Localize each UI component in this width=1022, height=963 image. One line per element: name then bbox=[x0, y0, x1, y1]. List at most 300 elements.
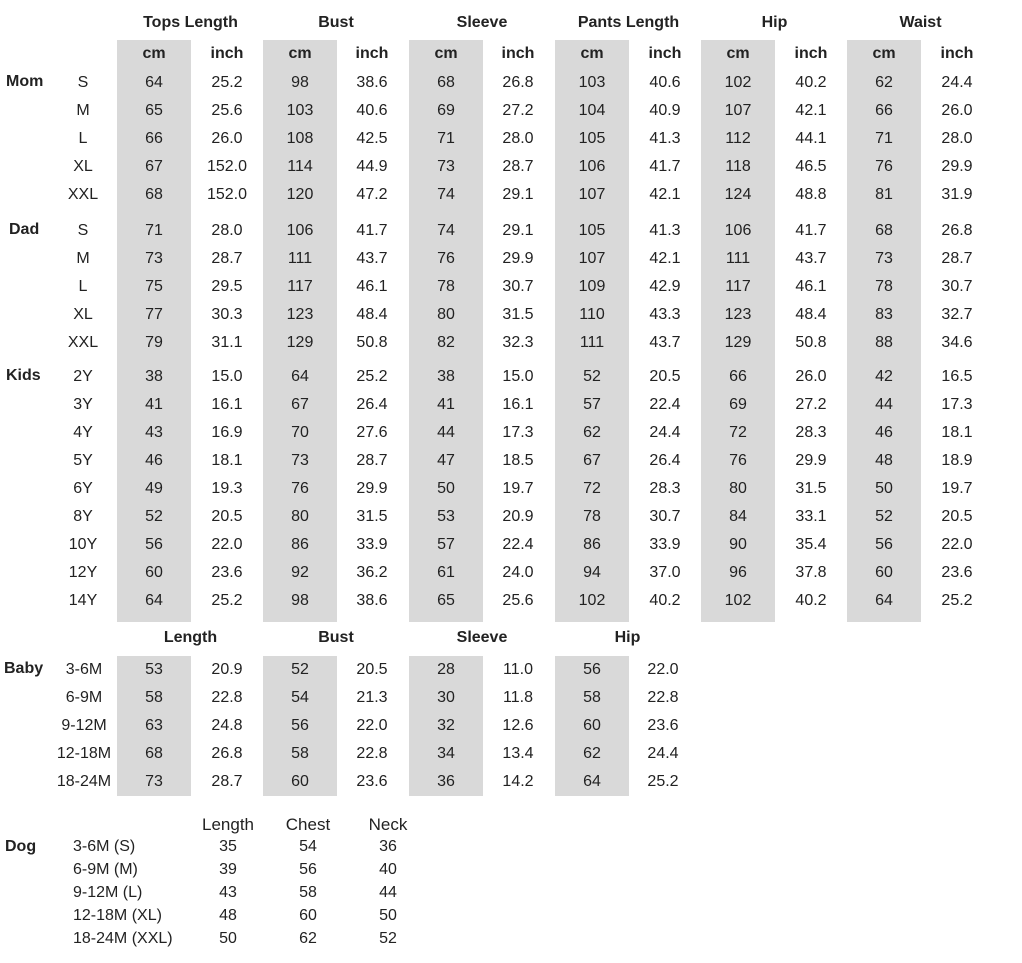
table-cell: 19.3 bbox=[211, 480, 243, 497]
table-cell: 43.3 bbox=[649, 306, 681, 323]
table-cell: 40.9 bbox=[649, 102, 681, 119]
table-cell: 41.3 bbox=[649, 222, 681, 239]
table-cell: 26.8 bbox=[502, 74, 534, 91]
unit-label-inch: inch bbox=[210, 45, 244, 62]
size-label: XXL bbox=[67, 186, 99, 203]
table-cell: 78 bbox=[583, 508, 601, 525]
table-cell: 18.1 bbox=[211, 452, 243, 469]
table-cell: 24.4 bbox=[649, 424, 681, 441]
table-cell: 64 bbox=[145, 74, 163, 91]
table-cell: 42.5 bbox=[356, 130, 388, 147]
column-header: Bust bbox=[318, 629, 354, 646]
table-cell: 84 bbox=[729, 508, 747, 525]
table-cell: 68 bbox=[145, 186, 163, 203]
table-cell: 41.7 bbox=[649, 158, 681, 175]
table-cell: 81 bbox=[875, 186, 893, 203]
table-cell: 118 bbox=[725, 158, 751, 175]
table-cell: 73 bbox=[437, 158, 455, 175]
unit-label-cm: cm bbox=[434, 45, 458, 62]
size-label: L bbox=[78, 278, 88, 295]
table-cell: 44 bbox=[437, 424, 455, 441]
table-cell: 111 bbox=[725, 250, 751, 267]
table-cell: 27.6 bbox=[356, 424, 388, 441]
column-header: Sleeve bbox=[456, 14, 508, 31]
table-cell: 79 bbox=[145, 334, 163, 351]
table-cell: 23.6 bbox=[647, 717, 679, 734]
table-cell: 41 bbox=[437, 396, 455, 413]
table-cell: 44 bbox=[379, 884, 397, 901]
table-cell: 28.7 bbox=[211, 250, 243, 267]
table-cell: 88 bbox=[875, 334, 893, 351]
table-cell: 22.0 bbox=[211, 536, 243, 553]
table-cell: 17.3 bbox=[941, 396, 973, 413]
table-cell: 34.6 bbox=[941, 334, 973, 351]
size-label: XL bbox=[73, 158, 93, 175]
table-cell: 41 bbox=[145, 396, 163, 413]
table-cell: 68 bbox=[437, 74, 455, 91]
table-cell: 53 bbox=[437, 508, 455, 525]
table-cell: 120 bbox=[286, 186, 314, 203]
size-label: 2Y bbox=[73, 368, 93, 385]
table-cell: 75 bbox=[145, 278, 163, 295]
table-cell: 29.9 bbox=[356, 480, 388, 497]
table-cell: 82 bbox=[437, 334, 455, 351]
table-cell: 24.8 bbox=[211, 717, 243, 734]
table-cell: 65 bbox=[437, 592, 455, 609]
table-cell: 40.2 bbox=[795, 592, 827, 609]
table-cell: 31.9 bbox=[941, 186, 973, 203]
table-cell: 39 bbox=[219, 861, 237, 878]
table-cell: 36.2 bbox=[356, 564, 388, 581]
table-cell: 16.1 bbox=[502, 396, 534, 413]
table-cell: 38 bbox=[145, 368, 163, 385]
table-cell: 102 bbox=[724, 592, 752, 609]
table-cell: 43 bbox=[219, 884, 237, 901]
table-cell: 34 bbox=[437, 745, 455, 762]
table-cell: 38.6 bbox=[356, 74, 388, 91]
table-cell: 94 bbox=[583, 564, 601, 581]
table-cell: 15.0 bbox=[211, 368, 243, 385]
table-cell: 86 bbox=[583, 536, 601, 553]
size-label: 18-24M (XXL) bbox=[73, 930, 173, 947]
table-cell: 24.4 bbox=[941, 74, 973, 91]
table-cell: 36 bbox=[379, 838, 397, 855]
table-cell: 62 bbox=[583, 745, 601, 762]
table-cell: 56 bbox=[583, 661, 601, 678]
column-band bbox=[555, 40, 629, 622]
table-cell: 49 bbox=[145, 480, 163, 497]
table-cell: 44.9 bbox=[356, 158, 388, 175]
table-cell: 47 bbox=[437, 452, 455, 469]
table-cell: 78 bbox=[437, 278, 455, 295]
table-cell: 33.9 bbox=[649, 536, 681, 553]
table-cell: 12.6 bbox=[502, 717, 534, 734]
table-cell: 23.6 bbox=[356, 773, 388, 790]
table-cell: 46.1 bbox=[795, 278, 827, 295]
table-cell: 40.6 bbox=[356, 102, 388, 119]
table-cell: 38 bbox=[437, 368, 455, 385]
table-cell: 22.0 bbox=[647, 661, 679, 678]
table-cell: 78 bbox=[875, 278, 893, 295]
table-cell: 67 bbox=[145, 158, 163, 175]
table-cell: 24.4 bbox=[647, 745, 679, 762]
table-cell: 72 bbox=[583, 480, 601, 497]
size-label: 4Y bbox=[73, 424, 93, 441]
table-cell: 28.7 bbox=[211, 773, 243, 790]
table-cell: 54 bbox=[291, 689, 309, 706]
table-cell: 13.4 bbox=[502, 745, 534, 762]
table-cell: 48.4 bbox=[356, 306, 388, 323]
table-cell: 109 bbox=[578, 278, 606, 295]
size-label: 12-18M (XL) bbox=[73, 907, 162, 924]
table-cell: 18.5 bbox=[502, 452, 534, 469]
table-cell: 37.8 bbox=[795, 564, 827, 581]
table-cell: 43 bbox=[145, 424, 163, 441]
table-cell: 41.7 bbox=[356, 222, 388, 239]
table-cell: 96 bbox=[729, 564, 747, 581]
column-header: Hip bbox=[761, 14, 788, 31]
table-cell: 83 bbox=[875, 306, 893, 323]
table-cell: 33.1 bbox=[795, 508, 827, 525]
table-cell: 66 bbox=[145, 130, 163, 147]
group-label: Dog bbox=[5, 838, 37, 855]
table-cell: 38.6 bbox=[356, 592, 388, 609]
table-cell: 22.8 bbox=[211, 689, 243, 706]
table-cell: 71 bbox=[875, 130, 893, 147]
table-cell: 29.1 bbox=[502, 186, 534, 203]
table-cell: 60 bbox=[291, 773, 309, 790]
size-label: S bbox=[77, 222, 89, 239]
size-label: M bbox=[76, 250, 90, 267]
table-cell: 74 bbox=[437, 186, 455, 203]
table-cell: 15.0 bbox=[502, 368, 534, 385]
unit-label-cm: cm bbox=[142, 45, 166, 62]
table-cell: 129 bbox=[286, 334, 314, 351]
size-label: S bbox=[77, 74, 89, 91]
table-cell: 52 bbox=[379, 930, 397, 947]
size-label: 6-9M (M) bbox=[73, 861, 138, 878]
table-cell: 21.3 bbox=[356, 689, 388, 706]
table-cell: 16.1 bbox=[211, 396, 243, 413]
table-cell: 26.0 bbox=[211, 130, 243, 147]
table-cell: 28.0 bbox=[941, 130, 973, 147]
table-cell: 56 bbox=[875, 536, 893, 553]
column-header: Length bbox=[163, 629, 218, 646]
unit-label-inch: inch bbox=[648, 45, 682, 62]
table-cell: 50.8 bbox=[795, 334, 827, 351]
column-band bbox=[701, 40, 775, 622]
size-label: XL bbox=[73, 306, 93, 323]
size-label: 5Y bbox=[73, 452, 93, 469]
table-cell: 44 bbox=[875, 396, 893, 413]
size-label: 10Y bbox=[68, 536, 98, 553]
table-cell: 76 bbox=[437, 250, 455, 267]
size-label: 18-24M bbox=[56, 773, 112, 790]
table-cell: 20.9 bbox=[211, 661, 243, 678]
table-cell: 48 bbox=[219, 907, 237, 924]
table-cell: 110 bbox=[579, 306, 605, 323]
table-cell: 28.7 bbox=[356, 452, 388, 469]
table-cell: 28.7 bbox=[502, 158, 534, 175]
table-cell: 48.4 bbox=[795, 306, 827, 323]
table-cell: 68 bbox=[875, 222, 893, 239]
column-header: Neck bbox=[368, 815, 408, 834]
table-cell: 30.7 bbox=[649, 508, 681, 525]
table-cell: 32.7 bbox=[941, 306, 973, 323]
table-cell: 111 bbox=[579, 334, 605, 351]
column-header: Length bbox=[202, 815, 254, 834]
table-cell: 25.6 bbox=[502, 592, 534, 609]
table-cell: 152.0 bbox=[206, 158, 248, 175]
table-cell: 28.3 bbox=[795, 424, 827, 441]
table-cell: 20.5 bbox=[649, 368, 681, 385]
table-cell: 30 bbox=[437, 689, 455, 706]
size-label: 12-18M bbox=[56, 745, 112, 762]
table-cell: 102 bbox=[724, 74, 752, 91]
table-cell: 25.2 bbox=[941, 592, 973, 609]
table-cell: 22.8 bbox=[647, 689, 679, 706]
table-cell: 44.1 bbox=[795, 130, 827, 147]
table-cell: 124 bbox=[724, 186, 752, 203]
table-cell: 35 bbox=[219, 838, 237, 855]
unit-label-inch: inch bbox=[794, 45, 828, 62]
table-cell: 40 bbox=[379, 861, 397, 878]
table-cell: 26.0 bbox=[795, 368, 827, 385]
table-cell: 29.5 bbox=[211, 278, 243, 295]
table-cell: 62 bbox=[875, 74, 893, 91]
table-cell: 35.4 bbox=[795, 536, 827, 553]
unit-label-cm: cm bbox=[872, 45, 896, 62]
table-cell: 29.9 bbox=[502, 250, 534, 267]
size-label: 8Y bbox=[73, 508, 93, 525]
table-cell: 42.1 bbox=[795, 102, 827, 119]
table-cell: 50 bbox=[875, 480, 893, 497]
table-cell: 105 bbox=[578, 222, 606, 239]
table-cell: 11.0 bbox=[503, 661, 533, 678]
table-cell: 42.9 bbox=[649, 278, 681, 295]
table-cell: 50 bbox=[219, 930, 237, 947]
table-cell: 43.7 bbox=[795, 250, 827, 267]
table-cell: 73 bbox=[145, 773, 163, 790]
size-label: 3-6M (S) bbox=[73, 838, 136, 855]
size-label: 12Y bbox=[68, 564, 98, 581]
table-cell: 107 bbox=[578, 186, 606, 203]
table-cell: 111 bbox=[287, 250, 313, 267]
table-cell: 63 bbox=[145, 717, 163, 734]
table-cell: 60 bbox=[583, 717, 601, 734]
table-cell: 25.2 bbox=[647, 773, 679, 790]
table-cell: 33.9 bbox=[356, 536, 388, 553]
table-cell: 32 bbox=[437, 717, 455, 734]
table-cell: 90 bbox=[729, 536, 747, 553]
table-cell: 26.0 bbox=[941, 102, 973, 119]
table-cell: 27.2 bbox=[795, 396, 827, 413]
table-cell: 32.3 bbox=[502, 334, 534, 351]
table-cell: 50.8 bbox=[356, 334, 388, 351]
group-label: Mom bbox=[6, 73, 44, 90]
table-cell: 28.0 bbox=[502, 130, 534, 147]
table-cell: 60 bbox=[145, 564, 163, 581]
unit-label-inch: inch bbox=[940, 45, 974, 62]
unit-label-cm: cm bbox=[580, 45, 604, 62]
table-cell: 69 bbox=[437, 102, 455, 119]
table-cell: 60 bbox=[299, 907, 317, 924]
table-cell: 28.3 bbox=[649, 480, 681, 497]
table-cell: 80 bbox=[291, 508, 309, 525]
table-cell: 70 bbox=[291, 424, 309, 441]
table-cell: 23.6 bbox=[211, 564, 243, 581]
table-cell: 80 bbox=[729, 480, 747, 497]
table-cell: 52 bbox=[583, 368, 601, 385]
table-cell: 28 bbox=[437, 661, 455, 678]
table-cell: 16.9 bbox=[211, 424, 243, 441]
table-cell: 27.2 bbox=[502, 102, 534, 119]
unit-label-cm: cm bbox=[726, 45, 750, 62]
table-cell: 102 bbox=[578, 592, 606, 609]
group-label: Dad bbox=[9, 221, 40, 238]
table-cell: 86 bbox=[291, 536, 309, 553]
table-cell: 73 bbox=[875, 250, 893, 267]
table-cell: 20.9 bbox=[502, 508, 534, 525]
table-cell: 106 bbox=[724, 222, 752, 239]
table-cell: 43.7 bbox=[356, 250, 388, 267]
table-cell: 31.5 bbox=[502, 306, 534, 323]
table-cell: 62 bbox=[299, 930, 317, 947]
table-cell: 17.3 bbox=[502, 424, 534, 441]
table-cell: 71 bbox=[145, 222, 163, 239]
table-cell: 76 bbox=[291, 480, 309, 497]
table-cell: 112 bbox=[725, 130, 751, 147]
table-cell: 46.5 bbox=[795, 158, 827, 175]
table-cell: 29.1 bbox=[502, 222, 534, 239]
table-cell: 19.7 bbox=[502, 480, 534, 497]
table-cell: 56 bbox=[291, 717, 309, 734]
table-cell: 25.6 bbox=[211, 102, 243, 119]
column-band bbox=[409, 40, 483, 622]
table-cell: 25.2 bbox=[211, 74, 243, 91]
table-cell: 30.3 bbox=[211, 306, 243, 323]
table-cell: 117 bbox=[287, 278, 313, 295]
table-cell: 106 bbox=[578, 158, 606, 175]
table-cell: 46.1 bbox=[356, 278, 388, 295]
table-cell: 73 bbox=[291, 452, 309, 469]
table-cell: 42 bbox=[875, 368, 893, 385]
table-cell: 129 bbox=[724, 334, 752, 351]
table-cell: 22.4 bbox=[502, 536, 534, 553]
column-header: Hip bbox=[614, 629, 641, 646]
column-band bbox=[847, 40, 921, 622]
table-cell: 64 bbox=[875, 592, 893, 609]
table-cell: 56 bbox=[299, 861, 317, 878]
table-cell: 52 bbox=[875, 508, 893, 525]
table-cell: 66 bbox=[729, 368, 747, 385]
table-cell: 64 bbox=[291, 368, 309, 385]
size-label: 3Y bbox=[73, 396, 93, 413]
table-cell: 41.3 bbox=[649, 130, 681, 147]
column-band bbox=[263, 40, 337, 622]
table-cell: 42.1 bbox=[649, 186, 681, 203]
table-cell: 98 bbox=[291, 74, 309, 91]
table-cell: 25.2 bbox=[356, 368, 388, 385]
table-cell: 71 bbox=[437, 130, 455, 147]
table-cell: 58 bbox=[291, 745, 309, 762]
table-cell: 64 bbox=[145, 592, 163, 609]
table-cell: 29.9 bbox=[941, 158, 973, 175]
table-cell: 76 bbox=[729, 452, 747, 469]
table-cell: 56 bbox=[145, 536, 163, 553]
table-cell: 41.7 bbox=[795, 222, 827, 239]
table-cell: 47.2 bbox=[356, 186, 388, 203]
table-cell: 26.8 bbox=[211, 745, 243, 762]
table-cell: 74 bbox=[437, 222, 455, 239]
table-cell: 22.8 bbox=[356, 745, 388, 762]
table-cell: 16.5 bbox=[941, 368, 973, 385]
table-cell: 98 bbox=[291, 592, 309, 609]
table-cell: 106 bbox=[286, 222, 314, 239]
table-cell: 52 bbox=[145, 508, 163, 525]
table-cell: 114 bbox=[287, 158, 313, 175]
unit-label-inch: inch bbox=[501, 45, 535, 62]
table-cell: 25.2 bbox=[211, 592, 243, 609]
table-cell: 105 bbox=[578, 130, 606, 147]
table-cell: 40.6 bbox=[649, 74, 681, 91]
column-header: Chest bbox=[285, 815, 331, 834]
table-cell: 123 bbox=[286, 306, 314, 323]
column-band bbox=[117, 40, 191, 622]
table-cell: 69 bbox=[729, 396, 747, 413]
table-cell: 36 bbox=[437, 773, 455, 790]
table-cell: 37.0 bbox=[649, 564, 681, 581]
table-cell: 103 bbox=[578, 74, 606, 91]
table-cell: 18.1 bbox=[941, 424, 973, 441]
table-cell: 31.5 bbox=[356, 508, 388, 525]
table-cell: 28.7 bbox=[941, 250, 973, 267]
table-cell: 23.6 bbox=[941, 564, 973, 581]
table-cell: 22.0 bbox=[356, 717, 388, 734]
table-cell: 26.4 bbox=[649, 452, 681, 469]
group-label: Kids bbox=[6, 367, 41, 384]
table-cell: 92 bbox=[291, 564, 309, 581]
table-cell: 58 bbox=[583, 689, 601, 706]
column-header: Waist bbox=[899, 14, 942, 31]
column-header: Pants Length bbox=[577, 14, 680, 31]
column-header: Bust bbox=[318, 14, 354, 31]
table-cell: 40.2 bbox=[795, 74, 827, 91]
size-label: M bbox=[76, 102, 90, 119]
column-header: Sleeve bbox=[456, 629, 508, 646]
group-label: Baby bbox=[4, 660, 44, 677]
table-cell: 64 bbox=[583, 773, 601, 790]
table-cell: 108 bbox=[286, 130, 314, 147]
table-cell: 48.8 bbox=[795, 186, 827, 203]
table-cell: 67 bbox=[583, 452, 601, 469]
table-cell: 30.7 bbox=[941, 278, 973, 295]
table-cell: 53 bbox=[145, 661, 163, 678]
table-cell: 42.1 bbox=[649, 250, 681, 267]
column-header: Tops Length bbox=[143, 14, 238, 31]
table-cell: 107 bbox=[578, 250, 606, 267]
size-label: 6Y bbox=[73, 480, 93, 497]
size-label: 9-12M bbox=[61, 717, 107, 734]
table-cell: 80 bbox=[437, 306, 455, 323]
table-cell: 20.5 bbox=[211, 508, 243, 525]
table-cell: 76 bbox=[875, 158, 893, 175]
table-cell: 58 bbox=[299, 884, 317, 901]
table-cell: 11.8 bbox=[503, 689, 533, 706]
table-cell: 66 bbox=[875, 102, 893, 119]
size-label: 9-12M (L) bbox=[73, 884, 143, 901]
table-cell: 60 bbox=[875, 564, 893, 581]
